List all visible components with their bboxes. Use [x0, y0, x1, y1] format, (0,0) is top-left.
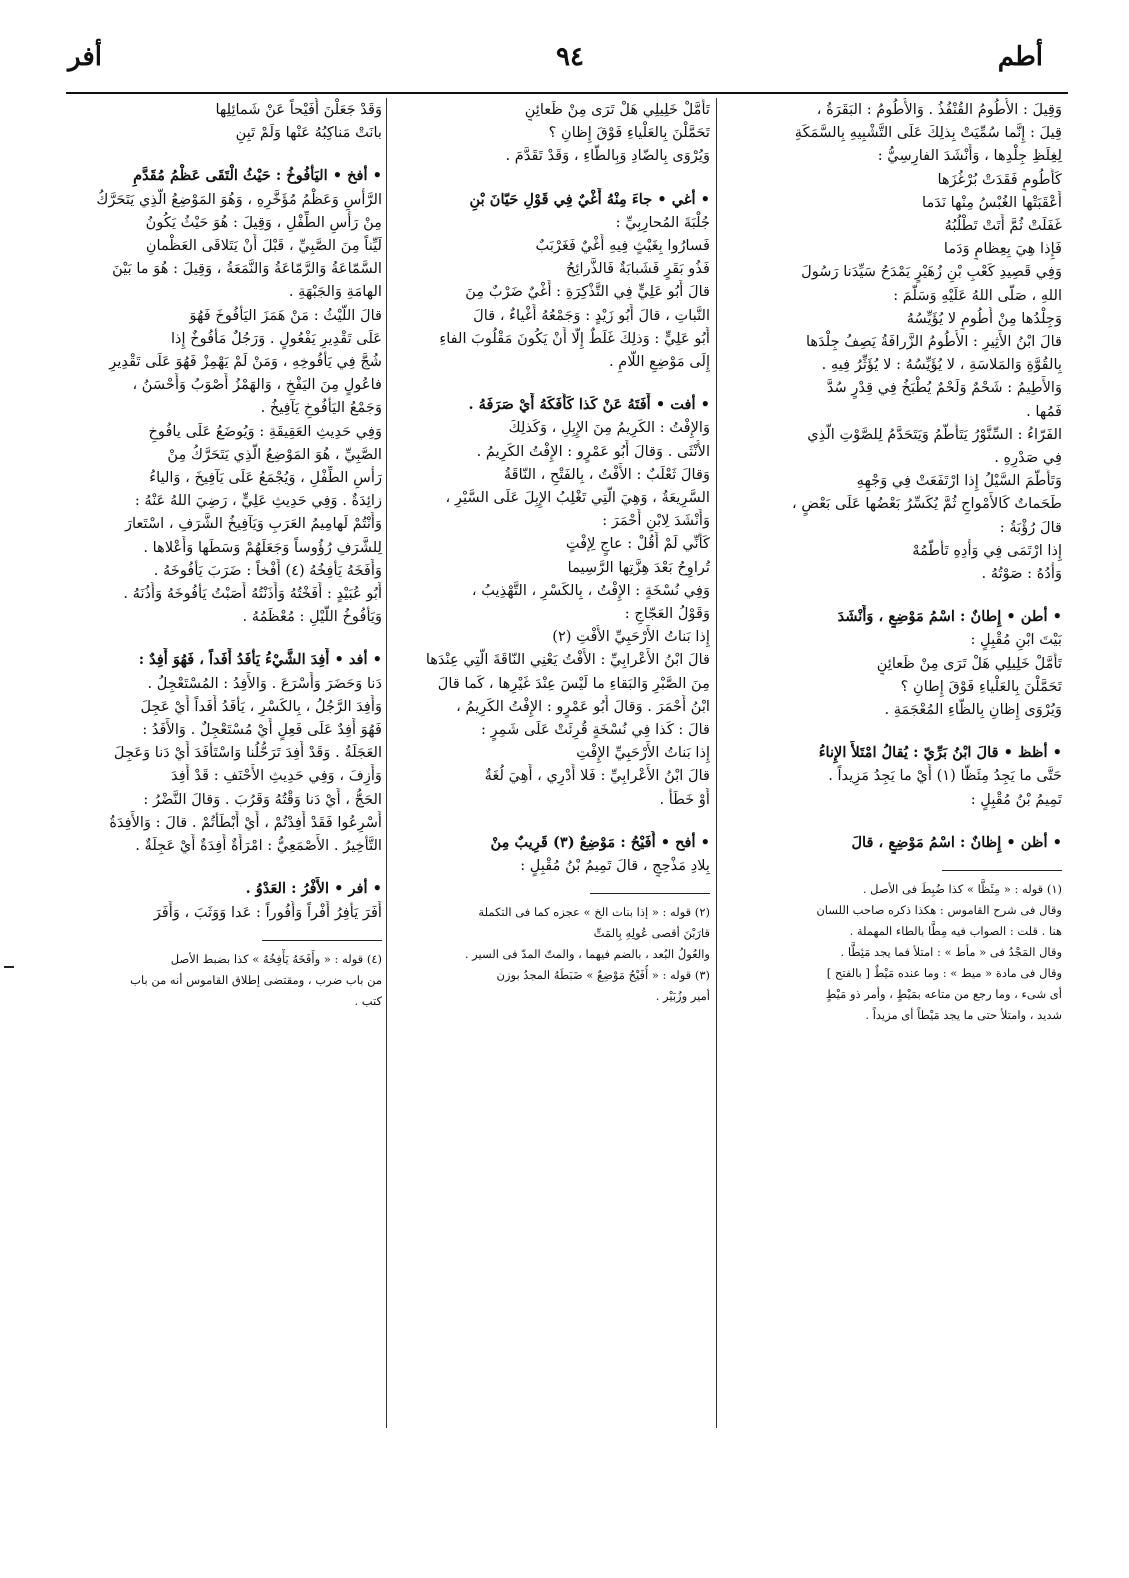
- footnote-line: (٤) قوله : « وأَفَخَهُ يَأْفِخُهُ » كذا بضبط الأصل: [170, 951, 382, 966]
- footnote-line: (٣) قوله : « أُفَيْحُ مَوْضِعٌ » ضَبَطَهُ المجدُ بوزن: [496, 968, 710, 983]
- text-line: • أظن • إِظانٌ : اسْمُ مَوْضِعٍ ، قالَ: [851, 833, 1062, 851]
- text-line: الأُنْثَى . وَقالَ أَبُو عَمْرٍو : الإِفْتُ الكَرِيمُ .: [476, 442, 710, 460]
- footnote-line: من باب ضرب ، ومقتضى إطلاق القاموس أنه من باب: [130, 972, 382, 987]
- text-line: وَفِي حَدِيثِ العَقِيقَةِ : وَيُوضَعُ عَلَى يافُوخِ: [148, 422, 382, 440]
- text-line: تَأَمَّلْ خَلِيلِي هَلْ تَرَى مِنْ ظَعائِنٍ: [876, 654, 1062, 672]
- footnote-line: (١) قوله : « مِئَظًّا » كذا ضُبِطَ فى الأصل .: [862, 882, 1062, 897]
- text-line: الهامَةِ وَالجَبْهَةِ .: [288, 283, 382, 301]
- footnote-line: وقال فى شرح القاموس : هكذا ذكره صاحب اللسان: [816, 903, 1062, 918]
- text-line: وَالأَطِيمُ : شَحْمٌ وَلَحْمٌ يُطْبَخُ فِي قِدْرٍ سُدَّ: [826, 379, 1062, 397]
- text-line: لِغِلَظِ جِلْدِها ، وَأَنْشَدَ الفارِسِيُّ :: [877, 147, 1062, 165]
- text-line: لَيِّناً مِنَ الصَّبِيِّ ، قَبْلَ أَنْ يَتَلاقَى العَظْمانِ: [145, 237, 382, 255]
- text-line: وَأَنْتُمْ لَهامِيمُ العَرَبِ وَيَآفِيخُ الشَّرَفِ ، اسْتَعارَ: [125, 515, 382, 533]
- text-line: أَفَرَ يَأْفِرُ أَفْراً وَأُفُوراً : عَدا وَوَثَبَ ، وَأَفَرَ: [153, 903, 382, 921]
- entry-gap: [70, 857, 382, 877]
- text-line: اللهِ ، صَلَّى اللهُ عَلَيْهِ وَسَلَّمَ :: [893, 286, 1062, 304]
- text-line: وَأَفَخَهُ يَأْفِخُهُ (٤) أَفْخاً : ضَرَبَ يَأْفُوخَهُ .: [153, 561, 382, 579]
- text-line: بِلادِ مَذْحِجٍ ، قالَ تَمِيمُ بْنُ مُقْبِلٍ :: [520, 857, 710, 875]
- entry-gap: [70, 144, 382, 164]
- text-line: حَتَّى ما يَجِدُ مِئَظًّا (١) أَيْ ما يَجِدُ مَزِيداً .: [828, 767, 1062, 785]
- text-line: وَأْدُهُ : صَوْتُهُ .: [981, 565, 1062, 583]
- text-line: زائِدَةٌ . وَفِي حَدِيثِ عَلِيٍّ ، رَضِيَ اللهُ عَنْهُ :: [134, 492, 382, 510]
- text-line: أَوْ خَطَأٌ .: [659, 790, 710, 808]
- footnote-line: والعُولُ البُعد ، بالضم فيهما ، والمتّ المدّ فى السير .: [464, 947, 710, 962]
- text-line: التَّأْخِيرُ . الأَصْمَعِيُّ : امْرَأَةٌ أَفِدَةٌ أَيْ عَجِلَةٌ .: [135, 837, 382, 855]
- text-line: وَفِي نُسْخَةٍ : الإِفْتُ ، بِالكَسْرِ ، التَّهْذِيبُ ،: [471, 581, 710, 599]
- text-line: وَيُرْوَى إِظانِ بِالظّاءِ المُعْجَمَةِ .: [884, 701, 1062, 719]
- text-line: قالَ أَبُو عَلِيٍّ فِي التَّذْكِرَةِ : أَغْيٌ ضَرْبٌ مِنَ: [465, 283, 710, 301]
- text-line: وَقَدْ جَعَلْنَ أُفَيْحاً عَنْ شَمائِلِها: [215, 101, 382, 118]
- footnote-line: هنا . قلت : الصواب فيه مِطًّا بالطاء المهملة .: [849, 924, 1062, 939]
- text-line: ابْنُ أَحْمَرَ . وَقالَ أَبُو عَمْرٍو : الإِفْتُ الكَرِيمُ ،: [456, 697, 710, 715]
- text-line: فَإِذا هِيَ بِعِظامٍ وَدَما: [943, 240, 1062, 258]
- text-line: رَأْسِ الطِّفْلِ ، وَيُجْمَعُ عَلَى يَآفِيخَ ، وَالياءُ: [149, 469, 382, 487]
- text-line: تُراوِحُ بَعْدَ هِزَّتِها الرَّسِيما: [567, 558, 710, 576]
- text-line: كَأُطُومٍ فَقَدَتْ بُرْغُزَها: [937, 170, 1062, 188]
- text-line: أَبُو عُبَيْدٍ : أَفَخْتُهُ وَأَذَنْتُهُ أَصَبْتُ يَأْفُوخَهُ وَأُذُنَهُ .: [123, 585, 382, 603]
- column-divider-left: [386, 98, 387, 1428]
- text-line: أَبُو عَلِيٍّ : وَذلِكَ غَلَطٌ إِلّا أَنْ يَكُونَ مَقْلُوبَ الفاءِ: [439, 329, 710, 347]
- page-number: ٩٤: [556, 42, 584, 72]
- text-line: تَأَمَّلْ خَلِيلِي هَلْ تَرَى مِنْ ظَعائِنٍ: [524, 101, 710, 118]
- text-line: فِي صَدْرِهِ .: [994, 449, 1062, 467]
- text-line: وَتَأَطَّمَ السَّيْلُ إِذا ارْتَفَعَتْ فِي وَجْهِهِ: [856, 472, 1062, 490]
- text-line: تَحَمَّلْنَ بِالعَلْياءِ فَوْقَ إِظانِ ؟: [548, 124, 710, 142]
- text-line: وَأَزِفَ ، وَفِي حَدِيثِ الأَحْنَفِ : قَدْ أَفِدَ: [171, 767, 382, 785]
- text-line: • أفد • أَفِدَ الشَّيْءُ يَأْفَدُ أَفَداً ، فَهُوَ أَفِدٌ :: [138, 651, 382, 669]
- text-line: غَفَلَتْ ثُمَّ أَتَتْ تَطْلُبُهُ: [944, 217, 1062, 235]
- header-rule: [66, 92, 1068, 94]
- text-line: عَلَى تَقْدِيرِ يَفْعُولٍ . وَرَجُلٌ مَأْفُوخٌ إِذا: [171, 329, 382, 347]
- text-line: لِلشَّرَفِ رُؤُوساً وَجَعَلَهُمْ وَسَطَها وَأَعْلاها .: [143, 538, 382, 556]
- entry-gap: [718, 585, 1062, 605]
- column-divider-right: [716, 98, 717, 1428]
- text-line: كَأَنِّي لَمْ أَقُلْ : عاجٍ لِإفْتٍ: [565, 535, 710, 553]
- text-line: قالَ اللَّيْثُ : مَنْ هَمَزَ اليَأْفُوخَ فَهُوَ: [189, 306, 382, 324]
- text-line: قالَ ابْنُ الأَعْرابِيِّ : الأُفْتُ يَعْنِي النّاقَةَ الَّتِي عِنْدَها: [425, 651, 710, 669]
- text-line: وَأَفِدَ الرَّجُلُ ، بِالكَسْرِ ، يَأْفَدُ أَفَداً أَيْ عَجِلَ: [140, 697, 382, 715]
- text-line: • أطن • إِطانٌ : اسْمُ مَوْضِعٍ ، وَأَنْشَدَ: [837, 608, 1062, 626]
- text-line: وَقِيلَ : الأُطُومُ القُنْفُذُ . وَالأُطُومُ : البَقَرَةُ ،: [816, 101, 1062, 118]
- text-line: بانَتْ مَناكِبُهُ عَنْها وَلَمْ تَبِنِ: [235, 124, 382, 142]
- footnote-line: (٢) قوله : « إذا بنات الخ » عجزه كما فى التكملة: [478, 905, 710, 920]
- text-line: أَعْقَبَتْها الغُبْسُ مِنْها نَدَما: [922, 193, 1062, 211]
- entry-gap: [70, 628, 382, 648]
- footnote-line: وقال المَجْدُ فى « مأط » : امتلأ فما يجد مَئِطًّا .: [840, 945, 1062, 960]
- text-line: إِذا بَناتُ الأَرْحَبِيِّ الإِفْتِ: [576, 744, 710, 762]
- text-line: جُلْبَةَ المُحارِبِيِّ :: [615, 213, 710, 231]
- text-line: إِذا بَناتُ الأَرْحَبِيِّ الأُفْتِ (٢): [552, 628, 710, 646]
- text-line: بَيْتَ ابْنِ مُقْبِلٍ :: [970, 631, 1062, 649]
- text-line: فَسارُوا بِغَيْثٍ فِيهِ أَغْيٌ فَغَرْبَبٌ: [535, 237, 710, 255]
- text-line: الرَّأْسِ وَعَظْمُ مُؤَخَّرِهِ ، وَهُوَ المَوْضِعُ الَّذِي يَتَحَرَّكُ: [96, 190, 382, 208]
- entry-gap: [390, 373, 710, 393]
- footnote-line: قارَبْنَ أقصى عُولِهِ بِالمَتِّ: [593, 926, 710, 941]
- text-line: قالَ : كَذا فِي نُسْخَةٍ قُرِئَتْ عَلَى شَمِرٍ :: [481, 721, 710, 739]
- text-line: وَيَأْفُوخُ اللَّيْلِ : مُعْظَمُهُ .: [242, 608, 382, 626]
- text-line: إِلَى مَوْضِعِ اللّامِ .: [609, 353, 710, 371]
- column-left: [70, 98, 382, 1450]
- text-line: فَذُو بَقَرٍ فَشَبابَةٌ فَالذَّرائِحُ: [566, 260, 710, 278]
- entry-gap: [718, 811, 1062, 831]
- footnote-separator: [262, 940, 382, 941]
- text-line: فَمُها .: [1026, 402, 1062, 420]
- text-line: بِالقُوَّةِ وَالمَلاسَةِ ، لا يُؤَيِّسُهُ : لا يُؤَثِّرُ فِيهِ .: [821, 356, 1062, 374]
- text-line: تَمِيمُ بْنُ مُقْبِلٍ :: [970, 790, 1062, 808]
- text-line: وَقالَ ثَعْلَبٌ : الأَفْتُ ، بِالفَتْحِ ، النّاقَةُ: [503, 465, 710, 483]
- text-line: وَالإِفْتُ : الكَرِيمُ مِنَ الإِبِلِ ، وَكَذلِكَ: [508, 419, 710, 437]
- text-line: وَجِلْدُها مِنْ أُطُومٍ لا يُؤَيِّسُهُ: [906, 309, 1062, 327]
- text-line: وَيُرْوَى بِالضّادِ وَبِالطّاءِ ، وَقَدْ تَقَدَّمَ .: [505, 147, 710, 165]
- header-right-word: أطم: [997, 42, 1043, 72]
- text-line: وَقَوْلُ العَجّاجِ :: [624, 605, 710, 623]
- text-line: فَهُوَ أَفِدٌ عَلَى فَعِلٍ أَيْ مُسْتَعْجِلٌ . وَالأَفَدُ :: [142, 721, 382, 739]
- entry-gap: [390, 811, 710, 831]
- entry-gap: [390, 168, 710, 188]
- text-line: • أفخ • اليَأْفُوخُ : حَيْثُ الْتَقَى عَظْمُ مُقَدَّمِ: [133, 167, 382, 185]
- text-line: مِنْ رَأْسِ الطِّفْلِ ، وَقِيلَ : هُوَ حَيْثُ يَكُونُ: [145, 213, 382, 231]
- column-middle: [390, 98, 710, 1450]
- text-line: وَجَمْعُ اليَأْفُوخِ يَآفِيخُ .: [260, 399, 382, 417]
- text-line: شُجَّ فِي يَأْفُوخِهِ ، وَمَنْ لَمْ يَهْمِزْ فَهُوَ عَلَى تَقْدِيرِ: [109, 353, 382, 371]
- text-line: السَّمّاعَةُ وَالرَّمّاعَةُ وَالنَّمَعَةُ ، وَقِيلَ : هُوَ ما بَيْنَ: [112, 260, 382, 278]
- text-line: إِذا ارْتَمَى فِي وَأْدِهِ تَأَطُّمُهْ: [912, 541, 1062, 559]
- text-line: فاعُولٍ مِنَ اليَفْخِ ، وَالهَمْزُ أَصْوَبُ وَأَحْسَنُ ،: [132, 376, 382, 394]
- text-line: أَسْرِعُوا فَقَدْ أَفِدْتُمْ ، أَيْ أَبْطَأْتُمْ . قالَ : وَالأَفِدَةُ: [109, 813, 382, 831]
- text-line: • أفت • أَفَتَهُ عَنْ كَذا كَأَفَكَهُ أَيْ صَرَفَهُ .: [468, 396, 710, 414]
- text-line: • أغي • جاءَ مِنْهُ أَغْيٌ فِي قَوْلِ حَيّانَ بْنِ: [469, 190, 710, 208]
- text-line: الحَجُّ ، أَيْ دَنا وَقْتُهُ وَقَرُبَ . وَقالَ النَّضْرُ :: [143, 790, 382, 808]
- text-line: العَجَلَةُ . وَقَدْ أَفِدَ تَرَحُّلُنا وَاسْتَأْفَدَ أَيْ دَنا وَعَجِلَ: [113, 744, 382, 762]
- text-line: مِنَ الصَّبْرِ وَالبَقاءِ ما لَيْسَ عِنْدَ غَيْرِها ، كَما قالَ: [437, 674, 710, 692]
- text-line: وَأَنْشَدَ لِابْنِ أَحْمَرَ :: [602, 512, 710, 530]
- entry-gap: [718, 721, 1062, 741]
- column-right: [718, 98, 1062, 1450]
- text-line: دَنا وَحَضَرَ وَأَسْرَعَ . وَالأَفِدُ : المُسْتَعْجِلُ .: [147, 674, 382, 692]
- text-line: الفَرّاءُ : السِّنَّوْرُ يَتَأَطَّمُ وَيَتَحَدَّمُ لِلصَّوْتِ الَّذِي: [807, 425, 1062, 443]
- text-line: تَحَمَّلْنَ بِالعَلْياءِ فَوْقَ إِطانِ ؟: [900, 677, 1062, 695]
- text-line: • أظظ • قالَ ابْنُ بَرِّيّ : يُقالُ امْتَلأَ الإِناءُ: [818, 744, 1062, 762]
- text-line: طَحَماتٌ كَالأَمْواجِ ثُمَّ يُكَسِّرُ بَعْضُها عَلَى بَعْضٍ ،: [792, 495, 1062, 513]
- footnote-separator: [942, 870, 1062, 871]
- text-line: • أفح • أُفَيْحُ : مَوْضِعٌ (٣) قَرِيبٌ مِنْ: [490, 833, 710, 851]
- footnote-line: شديد ، وامتلأ حتى ما يجد مَيْطاً أى مزيداً .: [865, 1008, 1062, 1023]
- text-line: قالَ رُؤْبَةُ :: [999, 518, 1062, 536]
- footnote-line: أمير وزُبَيْر .: [655, 989, 710, 1004]
- footnote-line: أى شىء ، وما رجع من متاعه بمَيْطٍ ، وأمر ذو مَيْطٍ: [825, 987, 1062, 1002]
- footnote-separator: [590, 893, 710, 894]
- text-line: السَّرِيعَةُ ، وَهِيَ الَّتِي تَغْلِبُ الإِبِلَ عَلَى السَّيْرِ ،: [445, 489, 710, 507]
- text-line: النَّباتِ ، قالَ أَبُو زَيْدٍ : وَجَمْعُهُ أَغْياءٌ ، قالَ: [473, 306, 710, 324]
- text-line: قالَ ابْنُ الأَثِيرِ : الأُطُومُ الزَّرافَةُ يَصِفُ جِلْدَها: [805, 333, 1062, 351]
- text-line: قِيلَ : إِنَّما سُمِّيَتْ بِذلِكَ عَلَى التَّشْبِيهِ بِالسَّمَكَةِ: [794, 124, 1062, 142]
- text-line: وَفِي قَصِيدِ كَعْبِ بْنِ زُهَيْرٍ يَمْدَحُ سَيِّدَنا رَسُولَ: [801, 263, 1062, 281]
- text-line: • أفر • الأَفْرُ : العَدْوُ .: [245, 880, 382, 898]
- margin-mark: [4, 966, 14, 968]
- text-line: قالَ ابْنُ الأَعْرابِيِّ : فَلا أَدْرِي ، أَهِيَ لُغَةٌ: [484, 767, 710, 785]
- text-line: الصَّبِيِّ ، هُوَ المَوْضِعُ الَّذِي يَتَحَرَّكُ مِنْ: [167, 445, 382, 463]
- header-left-word: أفر: [68, 42, 102, 72]
- footnote-line: وقال فى مادة « ميط » : وما عنده مَيْطٌ [ بالفتح ]: [826, 966, 1062, 981]
- footnote-line: كتب .: [354, 993, 382, 1008]
